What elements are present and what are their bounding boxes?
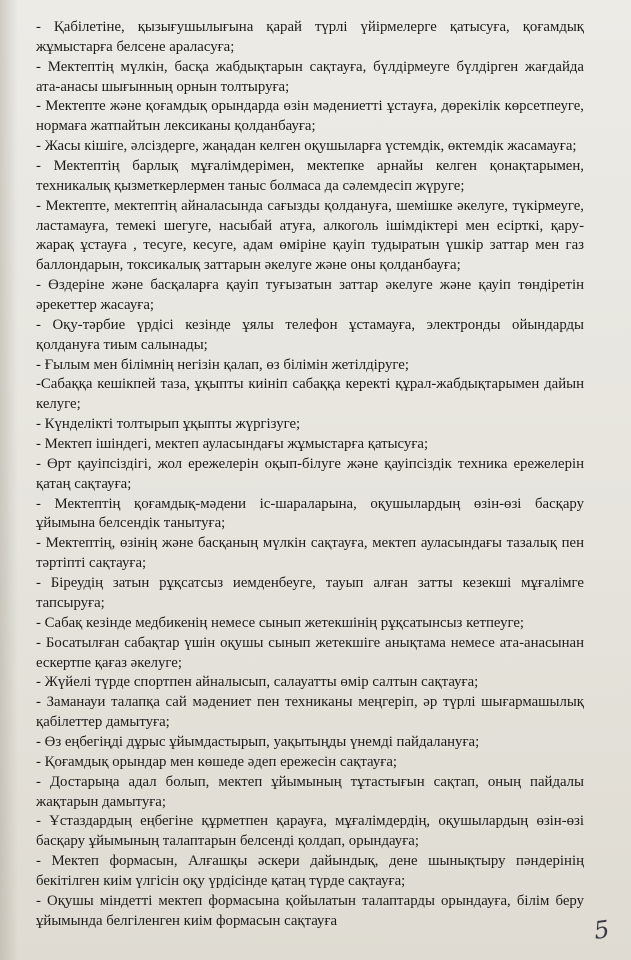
rule-item: - Жүйелі түрде спортпен айналысып, салауатты өмір салтын сақтауға; <box>36 674 479 691</box>
rule-item: - Мектеп формасын, Алғашқы әскери дайындық, дене шынықтыру пәндерінің бекітілген киім үлгісін оқу үрдісінде қатаң түрде сақтауға; <box>36 853 584 889</box>
rule-item: - Сабақ кезінде медбикенің немесе сынып жетекшінің рұқсатынсыз кетпеуге; <box>36 614 525 631</box>
rule-item: - Мектепте және қоғамдық орындарда өзін мәдениетті ұстауға, дөрекілік көрсетпеуге, нормаға жатпайтын лексиканы қолданбауға; <box>36 98 584 135</box>
rule-item: - Босатылған сабақтар үшін оқушы сынып жетекшіге анықтама немесе ата-анасынан ескертпе қағаз әкелуге; <box>36 634 584 671</box>
rules-list <box>36 18 584 932</box>
rule-item: - Мектептің қоғамдық-мәдени іс-шараларына, оқушылардың өзін-өзі басқару ұйымына белсендік танытуға; <box>36 495 584 532</box>
page-edge-shadow <box>0 0 18 960</box>
rule-item: -Сабаққа кешікпей таза, ұқыпты киініп сабаққа керекті құрал-жабдықтарымен дайын келуге; <box>36 376 584 413</box>
rule-item: - Ғылым мен білімнің негізін қалап, өз білімін жетілдіруге; <box>36 356 409 373</box>
rule-item: - Мектептің барлық мұғалімдерімен, мектепке арнайы келген қонақтарымен, техникалық қызметкерлермен таныс болмаса да сәлемдесіп жүруге; <box>36 158 584 194</box>
rule-item: - Жасы кішіге, әлсіздерге, жаңадан келген оқушыларға үстемдік, өктемдік жасамауға; <box>36 138 577 155</box>
rule-item: - Оқушы міндетті мектеп формасына қойылатын талаптарды орындауға, білім беру ұйымында белгіленген киім формасын сақтауға <box>36 892 584 929</box>
rule-item: - Күнделікті толтырып ұқыпты жүргізуге; <box>36 416 301 433</box>
rule-item: - Заманауи талапқа сай мәдениет пен техниканы меңгеріп, әр түрлі шығармашылық қабілеттер дамытуға; <box>36 694 584 731</box>
page-number: 5 <box>591 915 611 945</box>
rule-item: - Өздеріне және басқаларға қауіп туғызатын заттар әкелуге және қауіп төндіретін әрекеттер жасауға; <box>36 277 584 314</box>
rule-item: - Мектептің, өзінің және басқаның мүлкін сақтауға, мектеп ауласындағы тазалық пен тәртіпті сақтауға; <box>36 535 584 572</box>
rule-item: - Мектептің мүлкін, басқа жабдықтарын сақтауға, бүлдірмеуге бүлдірген жағдайда ата-анасы шығынның орнын толтыруға; <box>36 58 584 95</box>
rule-item: - Мектеп ішіндегі, мектеп ауласындағы жұмыстарға қатысуға; <box>36 436 429 453</box>
rule-item: - Қабілетіне, қызығушылығына қарай түрлі үйірмелерге қатысуға, қоғамдық жұмыстарға белсене араласуға; <box>36 19 584 55</box>
rule-item: - Біреудің затын рұқсатсыз иемденбеуге, тауып алған затты кезекші мұғалімге тапсыруға; <box>36 575 584 611</box>
rule-item: - Оқу-тәрбие үрдісі кезінде ұялы телефон ұстамауға, электронды ойындарды қолдануға тиым салынады; <box>36 316 584 353</box>
rule-item: - Ұстаздардың еңбегіне құрметпен қарауға, мұғалімдердің, оқушылардың өзін-өзі басқару ұйымының талаптарын белсенді қолдап, орындауға; <box>36 813 584 850</box>
rule-item: - Мектепте, мектептің айналасында сағызды қолдануға, шемішке әкелуге, түкірмеуге, ластамауға, темекі шегуге, насыбай атуға, алкоголь ішімдіктері мен есірткі, қару-жарақ ұстауға , тесуге, кесуге, адам өміріне қауіп тудыратын үшкір заттар мен газ баллондарын, токсикалық заттарын әкелуге және оны қолданбауға; <box>36 197 584 274</box>
rule-item: - Өз еңбегіңді дұрыс ұйымдастырып, уақытыңды үнемді пайдалануға; <box>36 733 480 750</box>
rule-item: - Достарыңа адал болып, мектеп ұйымының тұтастығын сақтап, оның пайдалы жақтарын дамытуға; <box>36 773 584 810</box>
rule-item: - Өрт қауіпсіздігі, жол ережелерін оқып-білуге және қауіпсіздік техника ережелерін қатаң сақтауға; <box>36 455 584 492</box>
rule-item: - Қоғамдық орындар мен көшеде әдеп ережесін сақтауға; <box>36 753 397 770</box>
